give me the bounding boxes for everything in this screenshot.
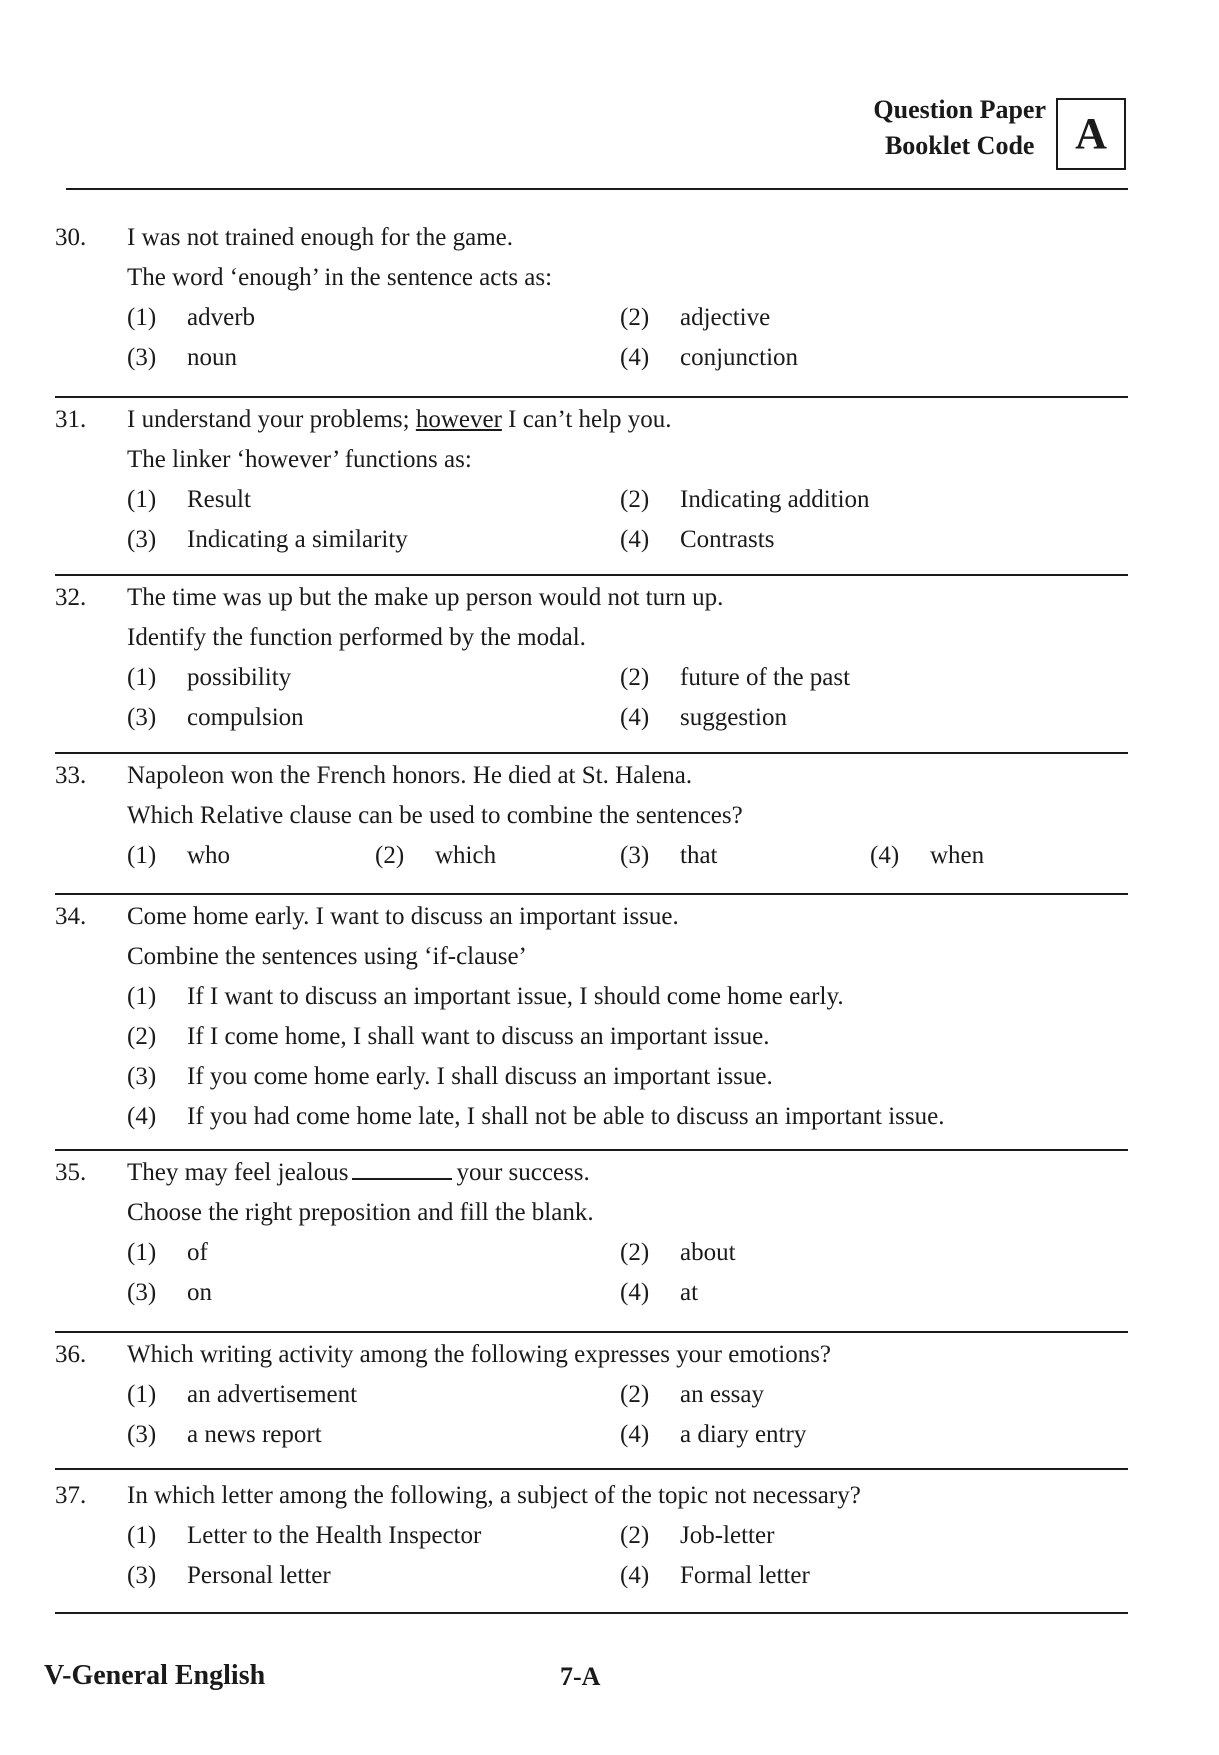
option-1: (1) an advertisement <box>127 1381 358 1408</box>
question-number: 32. <box>55 584 87 611</box>
question-divider <box>55 396 1128 398</box>
option-4: (4) when <box>870 842 985 869</box>
question-text: They may feel jealous your success. <box>127 1153 590 1193</box>
question-instruction: The word ‘enough’ in the sentence acts as: <box>127 264 553 291</box>
question-instruction: The linker ‘however’ functions as: <box>127 446 472 473</box>
option-2: (2) If I come home, I shall want to discuss an important issue. <box>127 1023 770 1050</box>
option-3: (3) Indicating a similarity <box>127 526 408 553</box>
option-2: (2) which <box>375 842 497 869</box>
option-4: (4) conjunction <box>620 344 799 371</box>
question-instruction: Which Relative clause can be used to combine the sentences? <box>127 802 743 829</box>
question-divider <box>55 893 1128 895</box>
question-34 <box>55 897 1128 1137</box>
question-instruction: Combine the sentences using ‘if-clause’ <box>127 943 527 970</box>
question-instruction: Identify the function performed by the modal. <box>127 624 586 651</box>
option-4: (4) Contrasts <box>620 526 775 553</box>
booklet-code-label-line2: Booklet Code <box>884 131 1035 160</box>
question-text: Napoleon won the French honors. He died at St. Halena. <box>127 762 693 789</box>
question-instruction: Choose the right preposition and fill the blank. <box>127 1199 594 1226</box>
option-3: (3) on <box>127 1279 212 1306</box>
option-1: (1) adverb <box>127 304 256 331</box>
booklet-code-value: A <box>1056 98 1126 170</box>
question-text: I was not trained enough for the game. <box>127 224 513 251</box>
question-number: 30. <box>55 224 87 251</box>
question-31 <box>55 400 1128 560</box>
option-2: (2) an essay <box>620 1381 764 1408</box>
option-3: (3) that <box>620 842 718 869</box>
question-37 <box>55 1476 1128 1596</box>
question-divider <box>55 752 1128 754</box>
question-number: 35. <box>55 1159 87 1186</box>
question-text: I understand your problems; however I can’t help you. <box>127 406 672 433</box>
question-divider <box>55 1149 1128 1151</box>
question-33 <box>55 756 1128 876</box>
question-32 <box>55 578 1128 738</box>
option-1: (1) possibility <box>127 664 292 691</box>
question-text: Come home early. I want to discuss an important issue. <box>127 903 679 930</box>
question-number: 31. <box>55 406 87 433</box>
question-36 <box>55 1335 1128 1455</box>
underlined-word: however <box>415 406 502 433</box>
footer-subject: V-General English <box>44 1660 266 1691</box>
option-2: (2) adjective <box>620 304 771 331</box>
question-text: In which letter among the following, a subject of the topic not necessary? <box>127 1482 861 1509</box>
question-divider <box>55 1468 1128 1470</box>
option-3: (3) compulsion <box>127 704 304 731</box>
option-2: (2) Indicating addition <box>620 486 870 513</box>
footer-page-number: 7-A <box>560 1662 601 1691</box>
question-divider <box>55 574 1128 576</box>
option-3: (3) a news report <box>127 1421 322 1448</box>
option-4: (4) suggestion <box>620 704 787 731</box>
question-text: Which writing activity among the following expresses your emotions? <box>127 1341 832 1368</box>
option-1: (1) of <box>127 1239 208 1266</box>
header-divider <box>66 188 1128 190</box>
question-number: 33. <box>55 762 87 789</box>
booklet-code-label <box>873 92 1046 164</box>
question-divider <box>55 1612 1128 1614</box>
question-text: The time was up but the make up person would not turn up. <box>127 584 724 611</box>
option-2: (2) about <box>620 1239 736 1266</box>
option-4: (4) If you had come home late, I shall not be able to discuss an important issue. <box>127 1103 945 1130</box>
booklet-code-header <box>846 92 1126 174</box>
question-35 <box>55 1153 1128 1313</box>
question-30 <box>55 218 1128 378</box>
option-2: (2) future of the past <box>620 664 851 691</box>
fill-in-blank <box>352 1156 452 1180</box>
question-number: 37. <box>55 1482 87 1509</box>
option-1: (1) If I want to discuss an important issue, I should come home early. <box>127 983 844 1010</box>
option-3: (3) noun <box>127 344 237 371</box>
option-1: (1) who <box>127 842 231 869</box>
question-number: 36. <box>55 1341 87 1368</box>
option-1: (1) Letter to the Health Inspector <box>127 1522 482 1549</box>
option-3: (3) If you come home early. I shall discuss an important issue. <box>127 1063 773 1090</box>
option-4: (4) at <box>620 1279 699 1306</box>
option-2: (2) Job-letter <box>620 1522 775 1549</box>
question-divider <box>55 1331 1128 1333</box>
question-number: 34. <box>55 903 87 930</box>
option-3: (3) Personal letter <box>127 1562 331 1589</box>
booklet-code-label-line1: Question Paper <box>873 95 1046 124</box>
option-4: (4) Formal letter <box>620 1562 810 1589</box>
option-4: (4) a diary entry <box>620 1421 807 1448</box>
option-1: (1) Result <box>127 486 251 513</box>
